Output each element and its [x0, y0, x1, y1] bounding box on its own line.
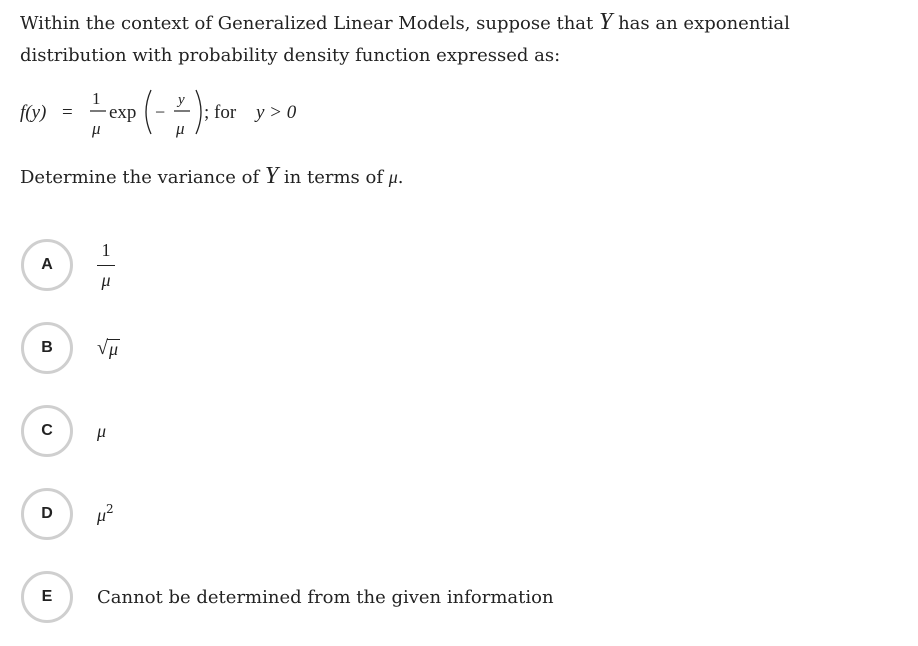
- sqrt-icon: √: [97, 336, 108, 359]
- option-d-content[interactable]: [97, 502, 114, 526]
- option-a-fraction: [97, 240, 115, 290]
- option-c[interactable]: [21, 402, 106, 460]
- option-e[interactable]: [21, 568, 554, 626]
- formula-inner-denominator: μ: [176, 119, 185, 138]
- option-b-radicand: μ: [108, 338, 119, 359]
- option-d-exponent: 2: [106, 502, 114, 516]
- option-d-badge[interactable]: D: [21, 488, 73, 540]
- question-intro-2: has an exponential distribution with probability density function expressed as:: [20, 13, 790, 66]
- option-b[interactable]: [21, 319, 120, 377]
- formula-equals: =: [62, 102, 73, 123]
- question-text: [20, 6, 900, 72]
- option-b-badge[interactable]: B: [21, 322, 73, 374]
- option-d-base: μ: [97, 505, 107, 525]
- option-a-fraction-bar: [97, 265, 115, 266]
- option-b-sqrt: [97, 338, 120, 358]
- question-prompt: [20, 160, 404, 194]
- option-c-content[interactable]: μ: [97, 420, 107, 441]
- option-b-content[interactable]: [97, 338, 120, 359]
- formula-exp: exp: [109, 102, 137, 123]
- prompt-text-2: in terms of: [278, 167, 389, 188]
- option-a-numerator: 1: [101, 240, 111, 260]
- prompt-text-1: Determine the variance of: [20, 167, 265, 188]
- prompt-mu: μ: [388, 167, 398, 187]
- formula-right-paren: [196, 90, 201, 134]
- formula-frac-denominator: μ: [92, 119, 101, 138]
- pdf-formula: [20, 86, 380, 146]
- formula-minus: −: [155, 102, 166, 122]
- formula-left-paren: [146, 90, 151, 134]
- option-e-content[interactable]: Cannot be determined from the given information: [97, 586, 554, 608]
- question-intro-1: Within the context of Generalized Linear Models, suppose that: [20, 13, 599, 34]
- formula-condition: y > 0: [256, 102, 297, 123]
- formula-condition-prefix: ; for: [204, 102, 237, 123]
- question-variable-y: Y: [599, 9, 613, 35]
- formula-frac-numerator: 1: [92, 89, 101, 108]
- formula-lhs: f(y): [20, 102, 47, 123]
- option-a-content[interactable]: [97, 240, 115, 290]
- option-e-badge[interactable]: E: [21, 571, 73, 623]
- option-a-denominator: μ: [101, 270, 111, 290]
- option-c-badge[interactable]: C: [21, 405, 73, 457]
- pdf-formula-svg: [20, 86, 380, 146]
- option-a-badge[interactable]: A: [21, 239, 73, 291]
- option-d[interactable]: [21, 485, 114, 543]
- formula-inner-numerator: y: [178, 92, 185, 108]
- option-a[interactable]: [21, 236, 115, 294]
- prompt-text-3: .: [397, 167, 404, 188]
- prompt-variable-y: Y: [264, 163, 279, 189]
